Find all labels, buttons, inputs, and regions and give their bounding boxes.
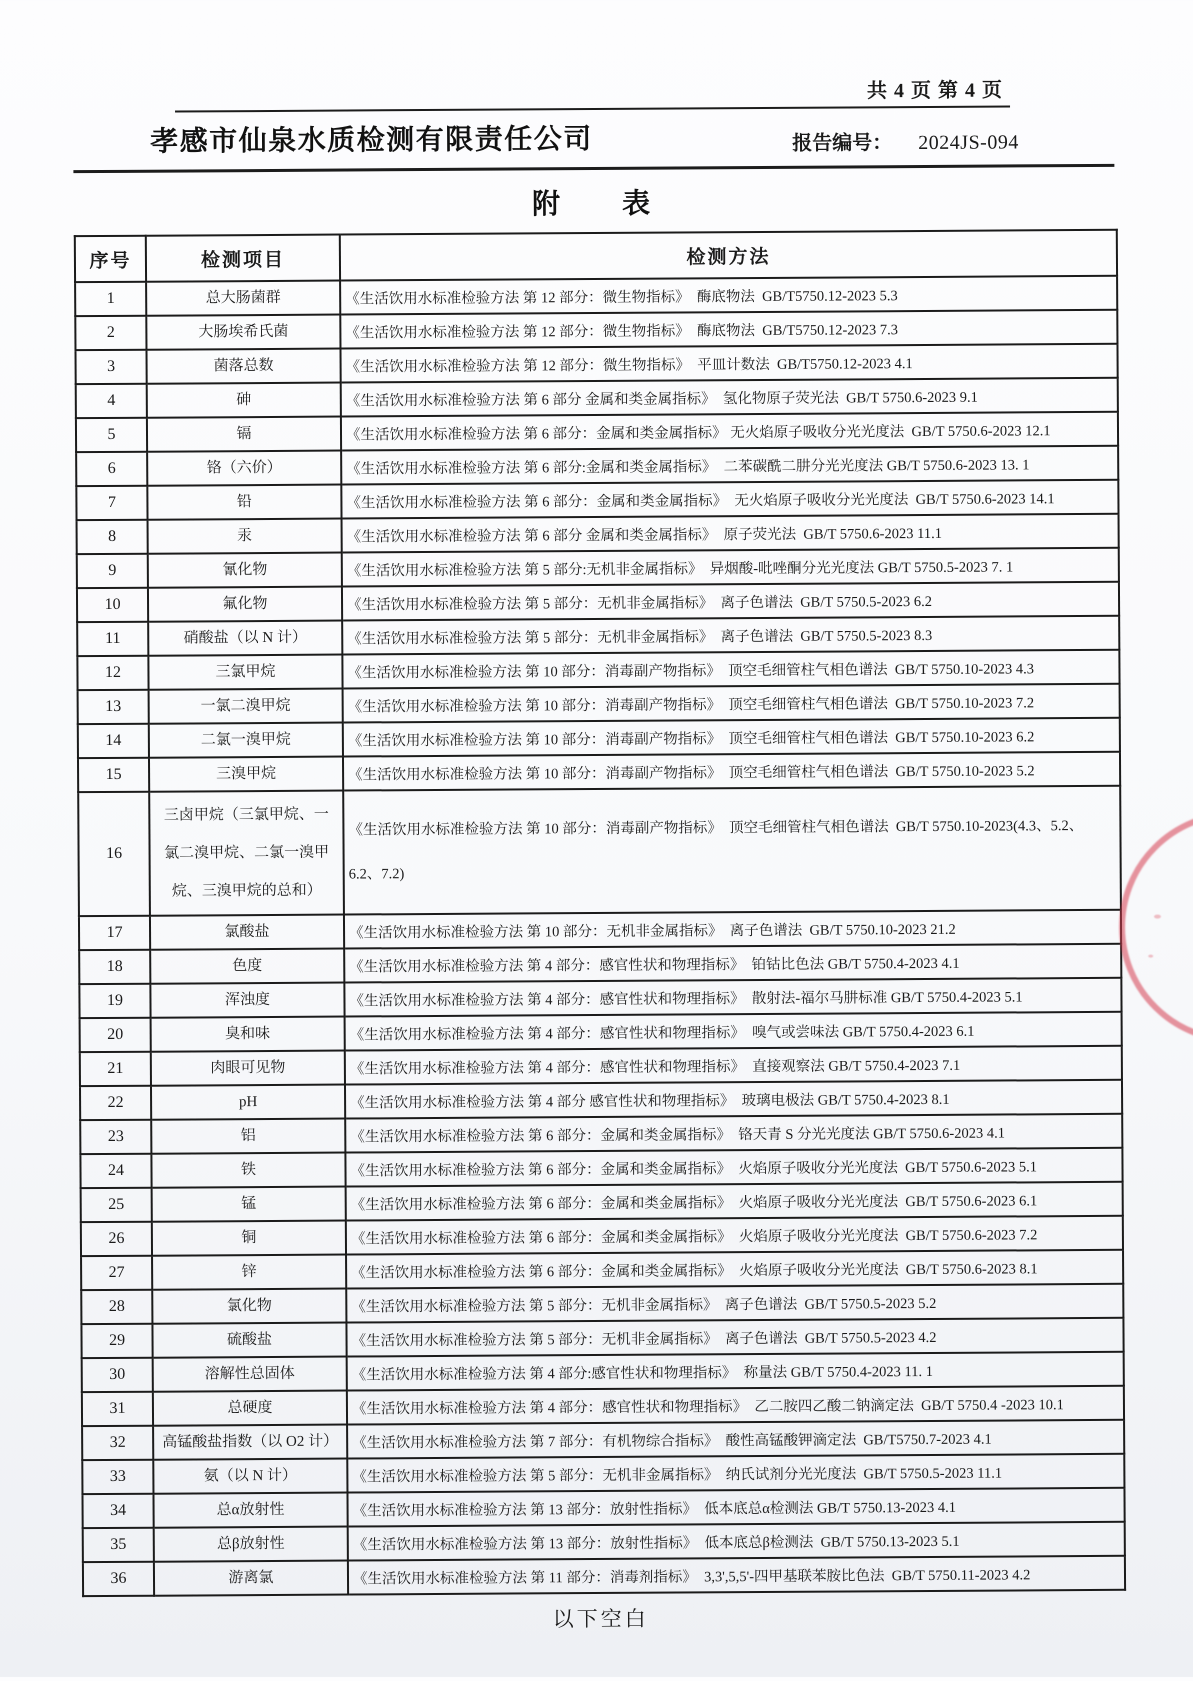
column-header-method: 检测方法 xyxy=(340,230,1117,281)
test-method: 《生活饮用水标准检验方法 第 5 部分：无机非金属指标》 离子色谱法 GB/T 5750.5-2023 6.2 xyxy=(342,582,1119,621)
test-item: 二氯一溴甲烷 xyxy=(149,723,343,758)
report-number-value: 2024JS-094 xyxy=(918,131,1019,155)
detection-methods-table xyxy=(74,229,1126,1597)
row-number: 1 xyxy=(75,282,146,316)
column-header-item: 检测项目 xyxy=(146,235,340,282)
test-item: 砷 xyxy=(147,383,341,418)
test-item: 铬（六价） xyxy=(147,451,341,486)
test-item: 色度 xyxy=(150,949,344,984)
row-number: 15 xyxy=(78,758,149,792)
test-method: 《生活饮用水标准检验方法 第 12 部分：微生物指标》 酶底物法 GB/T5750.12-2023 5.3 xyxy=(340,276,1117,315)
row-number: 34 xyxy=(82,1494,153,1528)
report-number-label: 报告编号： xyxy=(792,132,893,155)
test-item: 臭和味 xyxy=(151,1017,345,1052)
row-number: 32 xyxy=(82,1426,153,1460)
footer-note: 以下空白 xyxy=(552,1606,649,1632)
row-number: 29 xyxy=(81,1324,152,1358)
test-item: 氟化物 xyxy=(148,587,342,622)
test-method: 《生活饮用水标准检验方法 第 4 部分:感官性状和物理指标》 称量法 GB/T 5750.4-2023 11. 1 xyxy=(347,1352,1124,1391)
test-method: 《生活饮用水标准检验方法 第 11 部分：消毒剂指标》 3,3',5,5'-四甲基联苯胺比色法 GB/T 5750.11-2023 4.2 xyxy=(348,1556,1125,1595)
test-method: 《生活饮用水标准检验方法 第 10 部分：消毒副产物指标》 顶空毛细管柱气相色谱法 GB/T 5750.10-2023 7.2 xyxy=(343,684,1120,723)
test-method: 《生活饮用水标准检验方法 第 10 部分：消毒副产物指标》 顶空毛细管柱气相色谱法 GB/T 5750.10-2023 5.2 xyxy=(343,752,1120,791)
test-method: 《生活饮用水标准检验方法 第 6 部分：金属和类金属指标》 无火焰原子吸收分光光度法 GB/T 5750.6-2023 14.1 xyxy=(341,480,1118,519)
test-method: 《生活饮用水标准检验方法 第 5 部分：无机非金属指标》 离子色谱法 GB/T 5750.5-2023 8.3 xyxy=(342,616,1119,655)
test-method: 《生活饮用水标准检验方法 第 6 部分：金属和类金属指标》 铬天青 S 分光光度法 GB/T 5750.6-2023 4.1 xyxy=(345,1114,1122,1153)
test-method: 《生活饮用水标准检验方法 第 10 部分：无机非金属指标》 离子色谱法 GB/T 5750.10-2023 21.2 xyxy=(344,910,1121,949)
test-method: 《生活饮用水标准检验方法 第 7 部分：有机物综合指标》 酸性高锰酸钾滴定法 GB/T5750.7-2023 4.1 xyxy=(347,1420,1124,1459)
test-method: 《生活饮用水标准检验方法 第 10 部分：消毒副产物指标》 顶空毛细管柱气相色谱法 GB/T 5750.10-2023(4.3、5.2、 6.2、7.2) xyxy=(343,786,1121,915)
row-number: 23 xyxy=(80,1120,151,1154)
page-title: 附 表 xyxy=(532,188,653,221)
test-method: 《生活饮用水标准检验方法 第 4 部分：感官性状和物理指标》 铂钴比色法 GB/T 5750.4-2023 4.1 xyxy=(344,944,1121,983)
test-method: 《生活饮用水标准检验方法 第 4 部分：感官性状和物理指标》 嗅气或尝味法 GB/T 5750.4-2023 6.1 xyxy=(345,1012,1122,1051)
test-method: 《生活饮用水标准检验方法 第 6 部分：金属和类金属指标》 火焰原子吸收分光光度法 GB/T 5750.6-2023 7.2 xyxy=(346,1216,1123,1255)
test-item: 硝酸盐（以 N 计） xyxy=(148,621,342,656)
row-number: 12 xyxy=(77,656,148,690)
test-item: 高锰酸盐指数（以 O2 计） xyxy=(153,1425,347,1460)
test-item: 铝 xyxy=(151,1119,345,1154)
row-number: 19 xyxy=(79,984,150,1018)
test-item: 三氯甲烷 xyxy=(148,655,342,690)
table-row xyxy=(78,786,1121,916)
test-method: 《生活饮用水标准检验方法 第 13 部分：放射性指标》 低本底总β检测法 GB/T 5750.13-2023 5.1 xyxy=(348,1522,1125,1561)
test-method: 《生活饮用水标准检验方法 第 5 部分：无机非金属指标》 纳氏试剂分光光度法 GB/T 5750.5-2023 11.1 xyxy=(347,1454,1124,1493)
row-number: 10 xyxy=(77,588,148,622)
table-row xyxy=(83,1556,1125,1596)
red-seal-speck xyxy=(1148,955,1153,958)
page-indicator: 共 4 页 第 4 页 xyxy=(866,79,1003,103)
row-number: 25 xyxy=(81,1188,152,1222)
test-item: 总大肠菌群 xyxy=(146,281,340,316)
row-number: 36 xyxy=(83,1562,154,1596)
test-item: 锌 xyxy=(152,1255,346,1290)
row-number: 18 xyxy=(79,950,150,984)
test-method: 《生活饮用水标准检验方法 第 6 部分：金属和类金属指标》 火焰原子吸收分光光度法 GB/T 5750.6-2023 8.1 xyxy=(346,1250,1123,1289)
test-item: 肉眼可见物 xyxy=(151,1051,345,1086)
test-method: 《生活饮用水标准检验方法 第 6 部分 金属和类金属指标》 氢化物原子荧光法 GB/T 5750.6-2023 9.1 xyxy=(341,378,1118,417)
table-header xyxy=(75,230,1117,282)
column-header-seq: 序号 xyxy=(75,236,146,282)
test-item: 浑浊度 xyxy=(150,983,344,1018)
test-item: 硫酸盐 xyxy=(152,1323,346,1358)
test-item: 大肠埃希氏菌 xyxy=(146,315,340,350)
test-item: 游离氯 xyxy=(154,1561,348,1596)
test-item: 铁 xyxy=(151,1153,345,1188)
test-item: 溶解性总固体 xyxy=(153,1357,347,1392)
test-method: 《生活饮用水标准检验方法 第 12 部分：微生物指标》 酶底物法 GB/T5750.12-2023 7.3 xyxy=(340,310,1117,349)
test-method: 《生活饮用水标准检验方法 第 6 部分 金属和类金属指标》 原子荧光法 GB/T 5750.6-2023 11.1 xyxy=(342,514,1119,553)
row-number: 13 xyxy=(78,690,149,724)
test-item: 氨（以 N 计） xyxy=(153,1459,347,1494)
test-method: 《生活饮用水标准检验方法 第 4 部分：感官性状和物理指标》 乙二胺四乙酸二钠滴定法 GB/T 5750.4 -2023 10.1 xyxy=(347,1386,1124,1425)
header-bottom-rule xyxy=(73,164,1114,173)
header-top-rule xyxy=(175,105,1010,112)
test-method: 《生活饮用水标准检验方法 第 4 部分：感官性状和物理指标》 直接观察法 GB/T 5750.4-2023 7.1 xyxy=(345,1046,1122,1085)
row-number: 3 xyxy=(75,350,146,384)
row-number: 26 xyxy=(81,1222,152,1256)
row-number: 22 xyxy=(80,1086,151,1120)
test-method: 《生活饮用水标准检验方法 第 13 部分：放射性指标》 低本底总α检测法 GB/T 5750.13-2023 4.1 xyxy=(347,1488,1124,1527)
test-item: 三溴甲烷 xyxy=(149,757,343,792)
company-name: 孝感市仙泉水质检测有限责任公司 xyxy=(150,123,593,157)
test-method: 《生活饮用水标准检验方法 第 4 部分 感官性状和物理指标》 玻璃电极法 GB/T 5750.4-2023 8.1 xyxy=(345,1080,1122,1119)
test-method: 《生活饮用水标准检验方法 第 6 部分：金属和类金属指标》 无火焰原子吸收分光光度法 GB/T 5750.6-2023 12.1 xyxy=(341,412,1118,451)
row-number: 16 xyxy=(78,792,150,916)
test-method: 《生活饮用水标准检验方法 第 10 部分：消毒副产物指标》 顶空毛细管柱气相色谱法 GB/T 5750.10-2023 6.2 xyxy=(343,718,1120,757)
test-method: 《生活饮用水标准检验方法 第 10 部分：消毒副产物指标》 顶空毛细管柱气相色谱法 GB/T 5750.10-2023 4.3 xyxy=(342,650,1119,689)
test-item: 总硬度 xyxy=(153,1391,347,1426)
red-seal-arc xyxy=(1118,810,1193,1043)
row-number: 21 xyxy=(80,1052,151,1086)
row-number: 14 xyxy=(78,724,149,758)
test-item: 汞 xyxy=(148,519,342,554)
red-seal-speck xyxy=(1154,915,1161,919)
row-number: 31 xyxy=(82,1392,153,1426)
row-number: 6 xyxy=(76,452,147,486)
test-item: 氰化物 xyxy=(148,553,342,588)
test-method: 《生活饮用水标准检验方法 第 6 部分:金属和类金属指标》 二苯碳酰二肼分光光度法 GB/T 5750.6-2023 13. 1 xyxy=(341,446,1118,485)
test-method: 《生活饮用水标准检验方法 第 5 部分：无机非金属指标》 离子色谱法 GB/T 5750.5-2023 4.2 xyxy=(346,1318,1123,1357)
test-method: 《生活饮用水标准检验方法 第 5 部分：无机非金属指标》 离子色谱法 GB/T 5750.5-2023 5.2 xyxy=(346,1284,1123,1323)
row-number: 5 xyxy=(76,418,147,452)
test-item: 总β放射性 xyxy=(154,1527,348,1562)
row-number: 35 xyxy=(83,1528,154,1562)
test-item: 菌落总数 xyxy=(146,349,340,384)
test-item: 一氯二溴甲烷 xyxy=(149,689,343,724)
test-method: 《生活饮用水标准检验方法 第 6 部分：金属和类金属指标》 火焰原子吸收分光光度法 GB/T 5750.6-2023 6.1 xyxy=(346,1182,1123,1221)
test-item: pH xyxy=(151,1085,345,1120)
test-item: 铅 xyxy=(147,485,341,520)
row-number: 17 xyxy=(79,916,150,950)
row-number: 4 xyxy=(76,384,147,418)
row-number: 20 xyxy=(80,1018,151,1052)
row-number: 28 xyxy=(81,1290,152,1324)
test-item: 铜 xyxy=(152,1221,346,1256)
row-number: 2 xyxy=(75,316,146,350)
row-number: 11 xyxy=(77,622,148,656)
row-number: 33 xyxy=(82,1460,153,1494)
test-item: 氯化物 xyxy=(152,1289,346,1324)
test-method: 《生活饮用水标准检验方法 第 12 部分：微生物指标》 平皿计数法 GB/T5750.12-2023 4.1 xyxy=(340,344,1117,383)
row-number: 27 xyxy=(81,1256,152,1290)
row-number: 9 xyxy=(77,554,148,588)
row-number: 7 xyxy=(76,486,147,520)
row-number: 30 xyxy=(82,1358,153,1392)
test-method: 《生活饮用水标准检验方法 第 4 部分：感官性状和物理指标》 散射法-福尔马肼标准 GB/T 5750.4-2023 5.1 xyxy=(344,978,1121,1017)
test-method: 《生活饮用水标准检验方法 第 6 部分：金属和类金属指标》 火焰原子吸收分光光度法 GB/T 5750.6-2023 5.1 xyxy=(345,1148,1122,1187)
test-item: 总α放射性 xyxy=(153,1493,347,1528)
test-method: 《生活饮用水标准检验方法 第 5 部分:无机非金属指标》 异烟酸-吡唑酮分光光度法 GB/T 5750.5-2023 7. 1 xyxy=(342,548,1119,587)
report-number xyxy=(792,125,1019,155)
row-number: 8 xyxy=(77,520,148,554)
test-item: 氯酸盐 xyxy=(150,915,344,950)
test-item: 镉 xyxy=(147,417,341,452)
methods-table-body xyxy=(75,276,1125,1596)
table-header-row xyxy=(75,230,1117,282)
test-item: 锰 xyxy=(152,1187,346,1222)
row-number: 24 xyxy=(80,1154,151,1188)
test-item: 三卤甲烷（三氯甲烷、一 氯二溴甲烷、二氯一溴甲 烷、三溴甲烷的总和） xyxy=(149,791,344,916)
